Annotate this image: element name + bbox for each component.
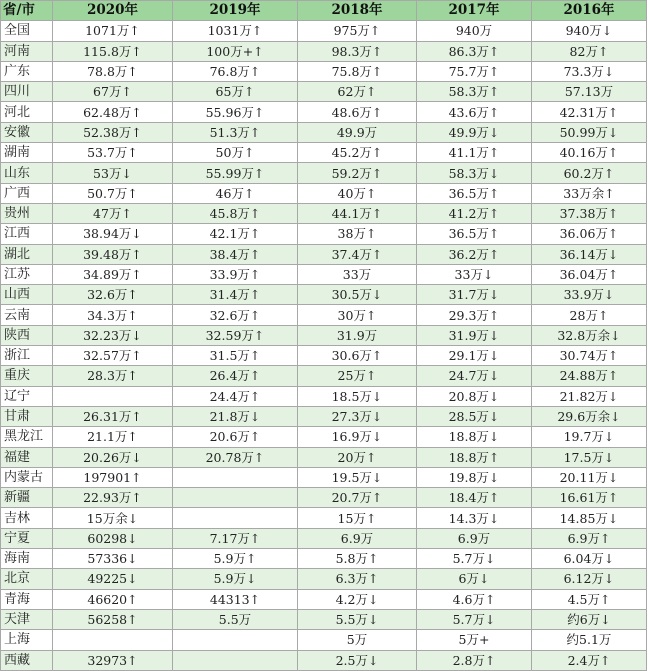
header-2017: 2017年 xyxy=(417,1,532,21)
cell-2016: 24.88万↑ xyxy=(532,366,647,386)
cell-province: 内蒙古 xyxy=(1,467,53,487)
cell-2016: 50.99万↓ xyxy=(532,122,647,142)
cell-2019: 50万↑ xyxy=(173,143,298,163)
cell-2020: 26.31万↑ xyxy=(53,406,173,426)
cell-2017: 18.8万↓ xyxy=(417,427,532,447)
cell-province: 河南 xyxy=(1,41,53,61)
table-row xyxy=(1,285,647,305)
cell-2019 xyxy=(173,630,298,650)
cell-2020: 56258↑ xyxy=(53,609,173,629)
cell-2019 xyxy=(173,650,298,670)
table-row xyxy=(1,386,647,406)
cell-2018: 49.9万 xyxy=(298,122,417,142)
cell-2016: 33万余↑ xyxy=(532,183,647,203)
cell-2020: 49225↓ xyxy=(53,569,173,589)
cell-2019: 51.3万↑ xyxy=(173,122,298,142)
table-row xyxy=(1,325,647,345)
cell-province: 江西 xyxy=(1,224,53,244)
cell-2018: 27.3万↓ xyxy=(298,406,417,426)
cell-2020: 32.23万↓ xyxy=(53,325,173,345)
table-row xyxy=(1,609,647,629)
cell-province: 重庆 xyxy=(1,366,53,386)
cell-2016: 16.61万↑ xyxy=(532,488,647,508)
cell-2017: 58.3万↑ xyxy=(417,82,532,102)
cell-2018: 33万 xyxy=(298,264,417,284)
cell-2017: 20.8万↓ xyxy=(417,386,532,406)
cell-2020 xyxy=(53,386,173,406)
cell-2019: 20.78万↑ xyxy=(173,447,298,467)
cell-2016: 36.04万↑ xyxy=(532,264,647,284)
cell-province: 西藏 xyxy=(1,650,53,670)
cell-2020: 50.7万↑ xyxy=(53,183,173,203)
cell-2017: 29.3万↑ xyxy=(417,305,532,325)
cell-province: 江苏 xyxy=(1,264,53,284)
table-row xyxy=(1,41,647,61)
cell-2017: 5.7万↓ xyxy=(417,549,532,569)
cell-2019: 65万↑ xyxy=(173,82,298,102)
cell-2019: 38.4万↑ xyxy=(173,244,298,264)
cell-2018: 62万↑ xyxy=(298,82,417,102)
cell-province: 辽宁 xyxy=(1,386,53,406)
table-row xyxy=(1,467,647,487)
cell-province: 天津 xyxy=(1,609,53,629)
cell-2017: 43.6万↑ xyxy=(417,102,532,122)
table-row xyxy=(1,549,647,569)
cell-2018: 30.5万↓ xyxy=(298,285,417,305)
cell-2019: 5.9万↑ xyxy=(173,549,298,569)
cell-2020: 47万↑ xyxy=(53,203,173,223)
cell-2019: 42.1万↑ xyxy=(173,224,298,244)
cell-2019: 32.59万↑ xyxy=(173,325,298,345)
cell-2020: 39.48万↑ xyxy=(53,244,173,264)
cell-province: 山西 xyxy=(1,285,53,305)
cell-2016: 29.6万余↓ xyxy=(532,406,647,426)
table-row xyxy=(1,346,647,366)
cell-2020 xyxy=(53,630,173,650)
cell-2017: 75.7万↑ xyxy=(417,61,532,81)
table-row xyxy=(1,447,647,467)
header-2018: 2018年 xyxy=(298,1,417,21)
cell-province: 黑龙江 xyxy=(1,427,53,447)
cell-2018: 6.9万 xyxy=(298,528,417,548)
cell-province: 广西 xyxy=(1,183,53,203)
cell-2020: 197901↑ xyxy=(53,467,173,487)
cell-2017: 36.5万↑ xyxy=(417,224,532,244)
cell-2017: 58.3万↓ xyxy=(417,163,532,183)
cell-2019: 24.4万↑ xyxy=(173,386,298,406)
cell-2020: 32973↑ xyxy=(53,650,173,670)
cell-2017: 24.7万↓ xyxy=(417,366,532,386)
cell-2018: 31.9万 xyxy=(298,325,417,345)
cell-2020: 57336↓ xyxy=(53,549,173,569)
cell-2020: 22.93万↑ xyxy=(53,488,173,508)
table-row xyxy=(1,488,647,508)
cell-2017: 19.8万↓ xyxy=(417,467,532,487)
cell-2018: 30万↑ xyxy=(298,305,417,325)
cell-2020: 52.38万↑ xyxy=(53,122,173,142)
header-2019: 2019年 xyxy=(173,1,298,21)
cell-2017: 33万↓ xyxy=(417,264,532,284)
cell-2020: 53.7万↑ xyxy=(53,143,173,163)
cell-2018: 19.5万↓ xyxy=(298,467,417,487)
cell-2020: 1071万↑ xyxy=(53,21,173,41)
cell-2016: 60.2万↑ xyxy=(532,163,647,183)
cell-province: 河北 xyxy=(1,102,53,122)
cell-2016: 40.16万↑ xyxy=(532,143,647,163)
cell-2017: 940万 xyxy=(417,21,532,41)
cell-province: 宁夏 xyxy=(1,528,53,548)
cell-2016: 73.3万↓ xyxy=(532,61,647,81)
cell-2018: 45.2万↑ xyxy=(298,143,417,163)
table-row xyxy=(1,589,647,609)
cell-2018: 37.4万↑ xyxy=(298,244,417,264)
cell-province: 浙江 xyxy=(1,346,53,366)
cell-2018: 38万↑ xyxy=(298,224,417,244)
cell-2016: 6.04万↓ xyxy=(532,549,647,569)
cell-2018: 25万↑ xyxy=(298,366,417,386)
cell-2018: 15万↑ xyxy=(298,508,417,528)
cell-2016: 约5.1万 xyxy=(532,630,647,650)
cell-2019: 5.5万 xyxy=(173,609,298,629)
cell-2018: 30.6万↑ xyxy=(298,346,417,366)
cell-2016: 14.85万↓ xyxy=(532,508,647,528)
cell-2018: 40万↑ xyxy=(298,183,417,203)
cell-2016: 28万↑ xyxy=(532,305,647,325)
cell-2019: 26.4万↑ xyxy=(173,366,298,386)
cell-2019: 55.96万↑ xyxy=(173,102,298,122)
cell-2017: 18.4万↑ xyxy=(417,488,532,508)
cell-2016: 21.82万↓ xyxy=(532,386,647,406)
cell-2016: 32.8万余↓ xyxy=(532,325,647,345)
table-row xyxy=(1,528,647,548)
cell-2019 xyxy=(173,508,298,528)
cell-2020: 53万↓ xyxy=(53,163,173,183)
cell-2016: 30.74万↑ xyxy=(532,346,647,366)
table-row xyxy=(1,82,647,102)
cell-2016: 940万↓ xyxy=(532,21,647,41)
cell-2019: 21.8万↓ xyxy=(173,406,298,426)
cell-province: 安徽 xyxy=(1,122,53,142)
cell-2016: 约6万↓ xyxy=(532,609,647,629)
header-province: 省/市 xyxy=(1,1,53,21)
cell-2017: 41.1万↑ xyxy=(417,143,532,163)
cell-2017: 36.2万↑ xyxy=(417,244,532,264)
table-body xyxy=(1,21,647,671)
cell-province: 湖南 xyxy=(1,143,53,163)
cell-2018: 48.6万↑ xyxy=(298,102,417,122)
table-row xyxy=(1,61,647,81)
cell-2018: 98.3万↑ xyxy=(298,41,417,61)
cell-2019: 33.9万↑ xyxy=(173,264,298,284)
cell-2018: 59.2万↑ xyxy=(298,163,417,183)
cell-2018: 20.7万↑ xyxy=(298,488,417,508)
cell-2017: 86.3万↑ xyxy=(417,41,532,61)
cell-2016: 19.7万↓ xyxy=(532,427,647,447)
cell-province: 北京 xyxy=(1,569,53,589)
cell-2018: 4.2万↓ xyxy=(298,589,417,609)
cell-2017: 31.9万↓ xyxy=(417,325,532,345)
cell-2020: 32.6万↑ xyxy=(53,285,173,305)
cell-2019: 46万↑ xyxy=(173,183,298,203)
table-row xyxy=(1,21,647,41)
cell-2016: 33.9万↓ xyxy=(532,285,647,305)
table-row xyxy=(1,224,647,244)
cell-2017: 6万↓ xyxy=(417,569,532,589)
cell-2016: 42.31万↑ xyxy=(532,102,647,122)
cell-2019 xyxy=(173,488,298,508)
table-row xyxy=(1,102,647,122)
cell-province: 贵州 xyxy=(1,203,53,223)
cell-2017: 31.7万↓ xyxy=(417,285,532,305)
cell-2016: 17.5万↓ xyxy=(532,447,647,467)
table-row xyxy=(1,630,647,650)
cell-2019: 100万+↑ xyxy=(173,41,298,61)
cell-2020: 34.3万↑ xyxy=(53,305,173,325)
cell-2019: 76.8万↑ xyxy=(173,61,298,81)
cell-province: 四川 xyxy=(1,82,53,102)
cell-2016: 36.06万↑ xyxy=(532,224,647,244)
cell-2017: 14.3万↓ xyxy=(417,508,532,528)
cell-2018: 975万↑ xyxy=(298,21,417,41)
table-header xyxy=(1,1,647,21)
cell-2020: 67万↑ xyxy=(53,82,173,102)
cell-province: 海南 xyxy=(1,549,53,569)
cell-province: 甘肃 xyxy=(1,406,53,426)
cell-2016: 82万↑ xyxy=(532,41,647,61)
cell-2020: 62.48万↑ xyxy=(53,102,173,122)
cell-2017: 28.5万↓ xyxy=(417,406,532,426)
cell-2017: 4.6万↑ xyxy=(417,589,532,609)
cell-province: 陕西 xyxy=(1,325,53,345)
cell-2019: 1031万↑ xyxy=(173,21,298,41)
cell-2018: 5.8万↑ xyxy=(298,549,417,569)
cell-2017: 18.8万↑ xyxy=(417,447,532,467)
cell-2020: 60298↓ xyxy=(53,528,173,548)
cell-2020: 32.57万↑ xyxy=(53,346,173,366)
cell-2016: 20.11万↓ xyxy=(532,467,647,487)
table-row xyxy=(1,143,647,163)
table-row xyxy=(1,427,647,447)
cell-2016: 4.5万↑ xyxy=(532,589,647,609)
header-2016: 2016年 xyxy=(532,1,647,21)
cell-province: 全国 xyxy=(1,21,53,41)
cell-2020: 78.8万↑ xyxy=(53,61,173,81)
table-row xyxy=(1,406,647,426)
cell-2016: 2.4万↑ xyxy=(532,650,647,670)
table-row xyxy=(1,366,647,386)
cell-2016: 6.9万↑ xyxy=(532,528,647,548)
table-row xyxy=(1,305,647,325)
cell-2016: 6.12万↓ xyxy=(532,569,647,589)
cell-2019 xyxy=(173,467,298,487)
cell-2017: 49.9万↓ xyxy=(417,122,532,142)
cell-2020: 115.8万↑ xyxy=(53,41,173,61)
cell-province: 吉林 xyxy=(1,508,53,528)
table-row xyxy=(1,264,647,284)
header-row xyxy=(1,1,647,21)
cell-2020: 28.3万↑ xyxy=(53,366,173,386)
cell-2020: 46620↑ xyxy=(53,589,173,609)
cell-province: 青海 xyxy=(1,589,53,609)
cell-2019: 31.5万↑ xyxy=(173,346,298,366)
cell-2018: 2.5万↓ xyxy=(298,650,417,670)
table-row xyxy=(1,650,647,670)
cell-2017: 6.9万 xyxy=(417,528,532,548)
table-row xyxy=(1,508,647,528)
cell-2018: 5.5万↓ xyxy=(298,609,417,629)
cell-province: 福建 xyxy=(1,447,53,467)
cell-2020: 21.1万↑ xyxy=(53,427,173,447)
table-row xyxy=(1,569,647,589)
cell-2019: 5.9万↓ xyxy=(173,569,298,589)
cell-2018: 6.3万↑ xyxy=(298,569,417,589)
cell-2020: 15万余↓ xyxy=(53,508,173,528)
table-row xyxy=(1,122,647,142)
cell-2018: 75.8万↑ xyxy=(298,61,417,81)
table-row xyxy=(1,183,647,203)
cell-province: 新疆 xyxy=(1,488,53,508)
cell-2019: 44313↑ xyxy=(173,589,298,609)
cell-province: 湖北 xyxy=(1,244,53,264)
cell-2018: 44.1万↑ xyxy=(298,203,417,223)
table-row xyxy=(1,163,647,183)
cell-2019: 31.4万↑ xyxy=(173,285,298,305)
cell-2016: 57.13万 xyxy=(532,82,647,102)
cell-2017: 29.1万↓ xyxy=(417,346,532,366)
cell-2018: 16.9万↓ xyxy=(298,427,417,447)
cell-province: 广东 xyxy=(1,61,53,81)
cell-province: 山东 xyxy=(1,163,53,183)
cell-2017: 36.5万↑ xyxy=(417,183,532,203)
cell-2018: 18.5万↓ xyxy=(298,386,417,406)
cell-2017: 5.7万↓ xyxy=(417,609,532,629)
cell-province: 上海 xyxy=(1,630,53,650)
cell-2017: 2.8万↑ xyxy=(417,650,532,670)
table-row xyxy=(1,244,647,264)
cell-2019: 7.17万↑ xyxy=(173,528,298,548)
cell-2019: 32.6万↑ xyxy=(173,305,298,325)
table-row xyxy=(1,203,647,223)
cell-2016: 37.38万↑ xyxy=(532,203,647,223)
cell-2020: 38.94万↓ xyxy=(53,224,173,244)
cell-2019: 55.99万↑ xyxy=(173,163,298,183)
cell-2017: 5万+ xyxy=(417,630,532,650)
cell-province: 云南 xyxy=(1,305,53,325)
cell-2020: 20.26万↓ xyxy=(53,447,173,467)
cell-2017: 41.2万↑ xyxy=(417,203,532,223)
cell-2019: 20.6万↑ xyxy=(173,427,298,447)
header-2020: 2020年 xyxy=(53,1,173,21)
cell-2018: 20万↑ xyxy=(298,447,417,467)
cell-2018: 5万 xyxy=(298,630,417,650)
cell-2020: 34.89万↑ xyxy=(53,264,173,284)
cell-2016: 36.14万↓ xyxy=(532,244,647,264)
cell-2019: 45.8万↑ xyxy=(173,203,298,223)
